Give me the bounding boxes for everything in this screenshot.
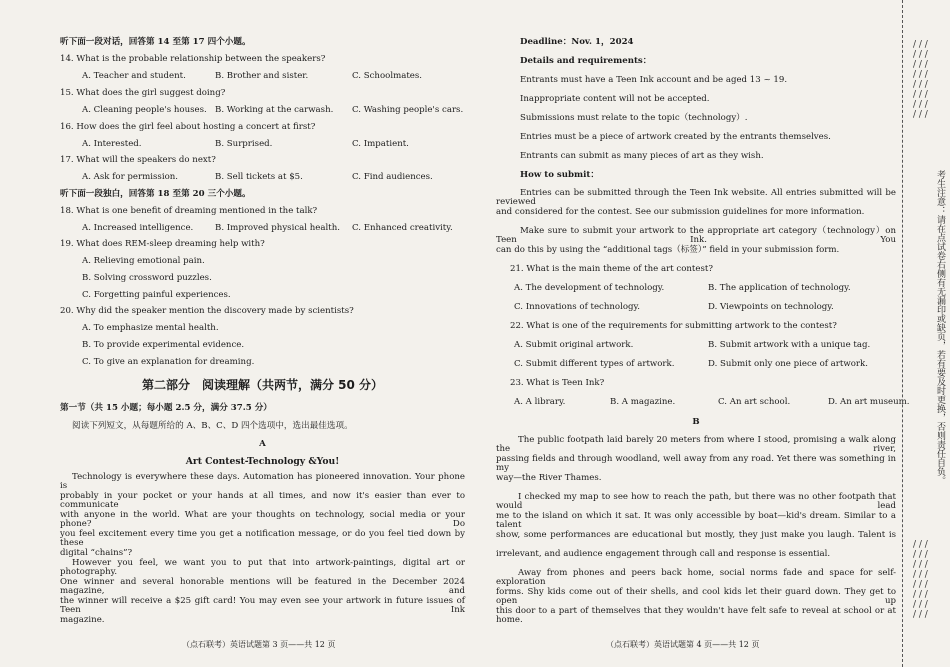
option-b: B. Working at the carwash. bbox=[215, 105, 334, 115]
page-footer-right: （点石联考）英语试题第 4 页——共 12 页 bbox=[606, 640, 760, 649]
option-b: B. Sell tickets at $5. bbox=[215, 172, 303, 182]
option-b: B. To provide experimental evidence. bbox=[82, 340, 245, 350]
option-a: A. To emphasize mental health. bbox=[82, 323, 219, 333]
question-text: What is the probable relationship between the speakers? bbox=[76, 54, 326, 64]
binding-strip bbox=[902, 0, 950, 667]
option-a: A. Relieving emotional pain. bbox=[82, 256, 205, 266]
requirement: Inappropriate content will not be accepted. bbox=[520, 94, 710, 104]
left-page: 听下面一段对话，回答第 14 至第 17 四个小题。 14. What is the probable relationship between the speakers? A. Teacher and student. B. Brother and sister. C. Schoolmates. 15. What does the girl suggest doing? A. Cleaning people's houses. B. Working at the carwash. C. Washing people's cars. 16. How does the girl feel about hosting a concert at first? A. Interested. B. Surprised. C. Impatient. 17. What will the speakers do next? A. Ask for permission. B. Sell tickets at $5. C. Find audiences. 听下面一段独白，回答第 18 至第 20 三个小题。 18. What is one benefit of dreaming mentioned in the talk? A. Increased intelligence. B. Improved physical health. C. Enhanced creativity. 19. What does REM-sleep dreaming help with? A. Relieving emotional pain. B. Solving crossword puzzles. C. Forgetting painful experiences. 20. Why did the speaker mention the discovery made by scientists? A. To emphasize mental health. B. To provide experimental evidence. C. To give an explanation for dreaming. 第二部分 阅读理解（共两节，满分 50 分） 第一节（共 15 小题；每小题 2.5 分，满分 37.5 分） 阅读下列短文，从每题所给的 A、B、C、D 四个选项中，选出最佳选项。 A Art Contest-Technology &You! Technology is everywhere these days. Automation has pioneered innovation. Your phone is probably in your pocket or your hands at all times, and now it's easier than ever to communicate with anyone in the world. What are your thoughts on technology, social media or your phone? Do you feel excitement every time you get a notification message, or do you feel tied down by these digital “chains”? However you feel, we want you to put that into artwork-paintings, digital art or photography. One winner and several honorable mentions will be featured in the December 2024 magazine, and the winner will receive a $25 gift card! You may even see your artwork in future issues of Teen Ink magazine. （点石联考）英语试题第 3 页——共 12 页 bbox=[60, 37, 465, 649]
option-c: C. Forgetting painful experiences. bbox=[82, 290, 231, 300]
section-1-heading: 第一节（共 15 小题；每小题 2.5 分，满分 37.5 分） bbox=[60, 403, 272, 413]
option-c: C. To give an explanation for dreaming. bbox=[82, 357, 255, 367]
option-c: C. Submit different types of artwork. bbox=[514, 359, 675, 369]
reading-instruction: 阅读下列短文，从每题所给的 A、B、C、D 四个选项中，选出最佳选项。 bbox=[72, 421, 353, 431]
question-text: What is Teen Ink? bbox=[526, 378, 605, 388]
option-d: D. Submit only one piece of artwork. bbox=[708, 359, 868, 369]
option-b: B. A magazine. bbox=[610, 397, 676, 407]
passage-a-paragraph-1: Technology is everywhere these days. Automation has pioneered innovation. Your phone is probably in your pocket or your hands at all times, and now it's easier than ever to communicate with anyone in the world. What are your thoughts on technology, social media or your phone? Do you feel excitement every time you get a notification message, or do you feel tied down by these digital “chains”? bbox=[60, 472, 465, 558]
question-text: What is one of the requirements for submitting artwork to the contest? bbox=[526, 321, 837, 331]
option-c: C. An art school. bbox=[718, 397, 791, 407]
passage-b-paragraph-3: Away from phones and peers back home, social norms fade and space for self-exploration forms. Shy kids come out of their shells, and cool kids let their guard down. They get to open up this door to a part of themselves that they wouldn't have felt safe to reveal at school or at home. bbox=[496, 568, 896, 625]
option-b: B. Solving crossword puzzles. bbox=[82, 273, 212, 283]
passage-a-paragraph-2: However you feel, we want you to put that into artwork-paintings, digital art or photography. One winner and several honorable mentions will be featured in the December 2024 magazine, and the winner will receive a $25 gift card! You may even see your artwork in future issues of Teen Ink magazine. bbox=[60, 558, 465, 625]
option-b: B. The application of technology. bbox=[708, 283, 851, 293]
option-c: C. Innovations of technology. bbox=[514, 302, 640, 312]
question-text: What is the main theme of the art contest? bbox=[526, 264, 713, 274]
option-a: A. The development of technology. bbox=[514, 283, 665, 293]
option-a: A. Teacher and student. bbox=[82, 71, 186, 81]
passage-b-paragraph-2: I checked my map to see how to reach the path, but there was no other footpath that would lead me to the island on which it sat. It was only accessible by boat—kid's dream. Similar to a talent show, some performances are educational but mostly, they just make you laugh. Talent is irrelevant, and audience engagement through call and response is essential. bbox=[496, 492, 896, 559]
option-c: C. Find audiences. bbox=[352, 172, 433, 182]
requirement: Entrants can submit as many pieces of art as they wish. bbox=[520, 151, 764, 161]
listening-intro-18: 听下面一段独白，回答第 18 至第 20 三个小题。 bbox=[60, 189, 251, 199]
question-text: How does the girl feel about hosting a concert at first? bbox=[76, 122, 316, 132]
passage-b-paragraph-1: The public footpath laid barely 20 meters from where I stood, promising a walk along the river, passing fields and through woodland, well away from any road. Yet there was something in my way—the River Thames. bbox=[496, 435, 896, 483]
deadline: Deadline：Nov. 1，2024 bbox=[520, 37, 634, 47]
option-c: C. Washing people's cars. bbox=[352, 105, 464, 115]
question-text: What is one benefit of dreaming mentioned in the talk? bbox=[76, 206, 318, 216]
option-c: C. Schoolmates. bbox=[352, 71, 423, 81]
option-b: B. Improved physical health. bbox=[215, 223, 340, 233]
option-a: A. Submit original artwork. bbox=[514, 340, 634, 350]
option-d: D. Viewpoints on technology. bbox=[708, 302, 834, 312]
option-a: A. Interested. bbox=[82, 139, 142, 149]
passage-a-label: A bbox=[259, 439, 266, 449]
question-text: What does REM-sleep dreaming help with? bbox=[76, 239, 265, 249]
option-c: C. Enhanced creativity. bbox=[352, 223, 453, 233]
part-2-title: 第二部分 阅读理解（共两节，满分 50 分） bbox=[141, 378, 384, 392]
right-page: Deadline：Nov. 1，2024 Details and requirements： Entrants must have a Teen Ink account and be aged 13 ~ 19. Inappropriate content will not be accepted. Submissions must relate to the topic（technology）. Entries must be a piece of artwork created by the entrants themselves. Entrants can submit as many pieces of art as they wish. How to submit： Entries can be submitted through the Teen Ink website. All entries submitted will be reviewed and considered for the contest. See our submission guidelines for more information. Make sure to submit your artwork to the appropriate art category（technology）on Teen Ink. You can do this by using the “additional tags（标签）” field in your submission form. 21. What is the main theme of the art contest? A. The development of technology. B. The application of technology. C. Innovations of technology. D. Viewpoints on technology. 22. What is one of the requirements for submitting artwork to the contest? A. Submit original artwork. B. Submit artwork with a unique tag. C. Submit different types of artwork. D. Submit only one piece of artwork. 23. What is Teen Ink? A. A library. B. A magazine. C. An art school. D. An art museum. B The public footpath laid barely 20 meters from where I stood, promising a walk along the river, passing fields and through woodland, well away from any road. Yet there was something in my way—the River Thames. I checked my map to see how to reach the path, but there was no other footpath that would lead me to the island on which it sat. It was only accessible by boat—kid's dream. Similar to a talent show, some performances are educational but mostly, they just make you laugh. Talent is irrelevant, and audience engagement through call and response is essential. Away from phones and peers back home, social norms fade and space for self-exploration forms. Shy kids come out of their shells, and cool kids let their guard down. They get to open up this door to a part of themselves that they wouldn't have felt safe to reveal at school or at home. （点石联考）英语试题第 4 页——共 12 页 bbox=[496, 37, 910, 649]
tear-line-top: / / / / / / / / / / / / / / / / / / / / / / / / bbox=[913, 40, 928, 120]
page-footer-left: （点石联考）英语试题第 3 页——共 12 页 bbox=[182, 640, 336, 649]
passage-a-title: Art Contest-Technology &You! bbox=[185, 456, 340, 467]
option-b: B. Brother and sister. bbox=[215, 71, 309, 81]
listening-intro-14: 听下面一段对话，回答第 14 至第 17 四个小题。 bbox=[60, 37, 251, 47]
option-b: B. Surprised. bbox=[215, 139, 273, 149]
details-heading: Details and requirements： bbox=[520, 56, 652, 66]
tear-line-bottom: / / / / / / / / / / / / / / / / / / / / / / / / bbox=[913, 540, 928, 620]
requirement: Submissions must relate to the topic（technology）. bbox=[520, 113, 748, 123]
passage-b-label: B bbox=[692, 417, 700, 427]
option-c: C. Impatient. bbox=[352, 139, 409, 149]
category-paragraph: Make sure to submit your artwork to the appropriate art category（technology）on Teen Ink. You can do this by using the “additional tags（标签）” field in your submission form. bbox=[496, 226, 896, 255]
question-text: Why did the speaker mention the discovery made by scientists? bbox=[76, 306, 354, 316]
option-d: D. An art museum. bbox=[828, 397, 910, 407]
option-a: A. A library. bbox=[514, 397, 566, 407]
question-text: What will the speakers do next? bbox=[76, 155, 216, 165]
requirement: Entries must be a piece of artwork created by the entrants themselves. bbox=[520, 132, 831, 142]
option-a: A. Increased intelligence. bbox=[82, 223, 194, 233]
how-to-submit-paragraph: Entries can be submitted through the Teen Ink website. All entries submitted will be reviewed and considered for the contest. See our submission guidelines for more information. bbox=[496, 188, 896, 217]
how-to-submit-heading: How to submit： bbox=[520, 170, 599, 180]
question-text: What does the girl suggest doing? bbox=[76, 88, 226, 98]
exam-notice: 考生注意：请在点试卷右侧有无漏印或缺页，若有要及时更换，否则责任自负。 bbox=[935, 170, 945, 485]
option-b: B. Submit artwork with a unique tag. bbox=[708, 340, 871, 350]
option-a: A. Cleaning people's houses. bbox=[82, 105, 207, 115]
option-a: A. Ask for permission. bbox=[82, 172, 179, 182]
requirement: Entrants must have a Teen Ink account and be aged 13 ~ 19. bbox=[520, 75, 788, 85]
